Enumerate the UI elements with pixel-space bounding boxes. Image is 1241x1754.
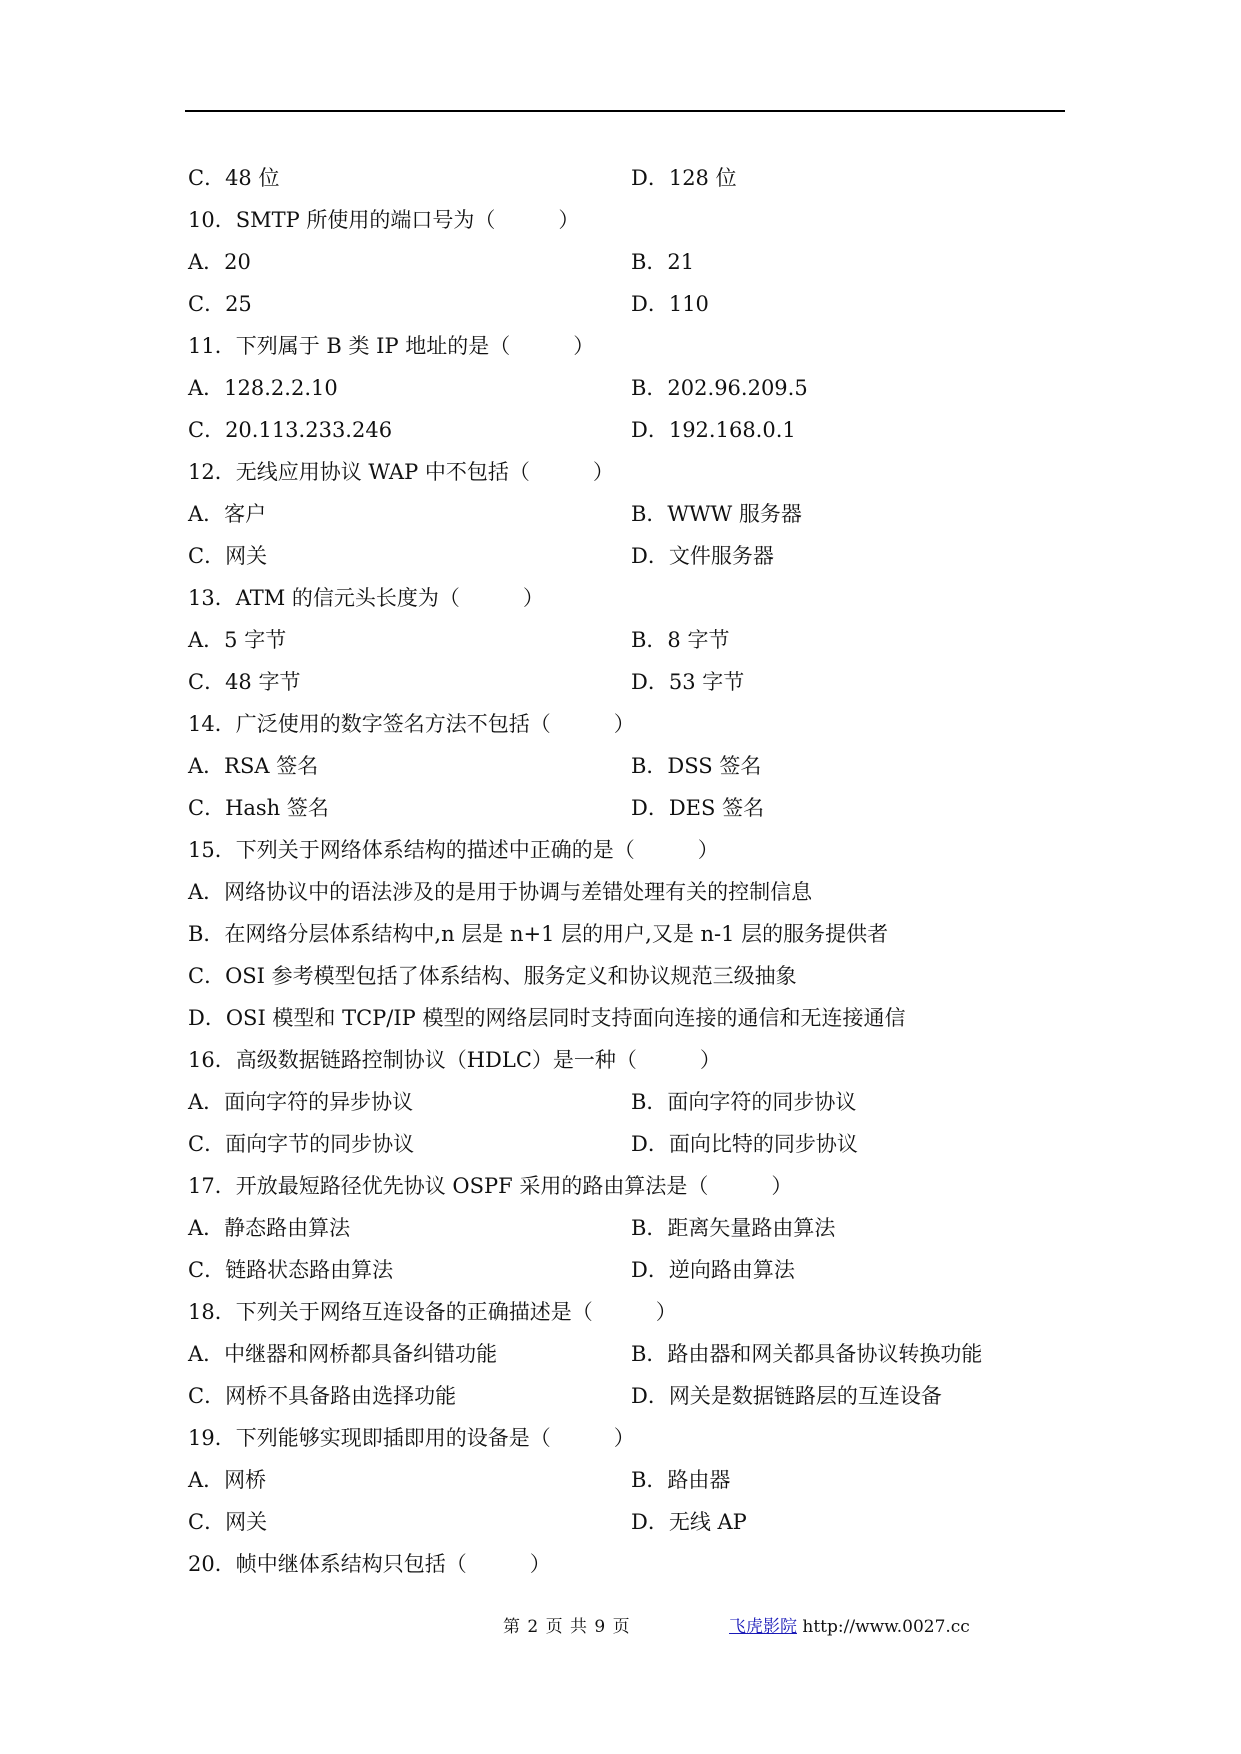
question-line bbox=[188, 325, 1068, 367]
option-right: D．网关是数据链路层的互连设备 bbox=[631, 1384, 942, 1408]
site-link[interactable]: 飞虎影院 bbox=[729, 1617, 797, 1637]
line-text: 16．高级数据链路控制协议（HDLC）是一种（ ） bbox=[188, 1048, 721, 1072]
question-line bbox=[188, 1417, 1068, 1459]
option-left: C．48 位 bbox=[188, 166, 280, 190]
option-right: D．192.168.0.1 bbox=[631, 418, 796, 442]
question-line bbox=[188, 1165, 1068, 1207]
option-right: B．21 bbox=[631, 250, 695, 274]
exam-content bbox=[188, 157, 1068, 1585]
line-text: 14．广泛使用的数字签名方法不包括（ ） bbox=[188, 712, 635, 736]
option-left: A．面向字符的异步协议 bbox=[188, 1090, 414, 1114]
question-line bbox=[188, 1039, 1068, 1081]
option-right: D．53 字节 bbox=[631, 670, 745, 694]
option-right: D．面向比特的同步协议 bbox=[631, 1132, 858, 1156]
site-url: http://www.0027.cc bbox=[802, 1617, 970, 1637]
question-line bbox=[188, 1543, 1068, 1585]
question-line bbox=[188, 577, 1068, 619]
line-text: D．OSI 模型和 TCP/IP 模型的网络层同时支持面向连接的通信和无连接通信 bbox=[188, 1006, 906, 1030]
option-right: D．无线 AP bbox=[631, 1510, 747, 1534]
option-row bbox=[188, 1375, 1068, 1417]
page-number: 第 2 页 共 9 页 bbox=[503, 1617, 631, 1637]
line-text: C．OSI 参考模型包括了体系结构、服务定义和协议规范三级抽象 bbox=[188, 964, 797, 988]
line-text: A．网络协议中的语法涉及的是用于协调与差错处理有关的控制信息 bbox=[188, 880, 813, 904]
option-left: A．RSA 签名 bbox=[188, 754, 319, 778]
option-left: C．Hash 签名 bbox=[188, 796, 329, 820]
line-text: 15．下列关于网络体系结构的描述中正确的是（ ） bbox=[188, 838, 719, 862]
option-left: A．128.2.2.10 bbox=[188, 376, 338, 400]
option-right: D．110 bbox=[631, 292, 709, 316]
option-row bbox=[188, 619, 1068, 661]
option-right: B．路由器 bbox=[631, 1468, 731, 1492]
question-line bbox=[188, 871, 1068, 913]
option-right: D．逆向路由算法 bbox=[631, 1258, 795, 1282]
option-row bbox=[188, 1249, 1068, 1291]
option-right: B．路由器和网关都具备协议转换功能 bbox=[631, 1342, 983, 1366]
page-footer bbox=[0, 1612, 1241, 1642]
option-left: A．网桥 bbox=[188, 1468, 267, 1492]
option-row bbox=[188, 1459, 1068, 1501]
option-right: D．128 位 bbox=[631, 166, 737, 190]
question-line bbox=[188, 1291, 1068, 1333]
option-right: B．面向字符的同步协议 bbox=[631, 1090, 857, 1114]
option-row bbox=[188, 787, 1068, 829]
question-line bbox=[188, 451, 1068, 493]
option-right: B．距离矢量路由算法 bbox=[631, 1216, 836, 1240]
option-row bbox=[188, 157, 1068, 199]
option-left: A．客户 bbox=[188, 502, 267, 526]
line-text: 17．开放最短路径优先协议 OSPF 采用的路由算法是（ ） bbox=[188, 1174, 793, 1198]
line-text: 19．下列能够实现即插即用的设备是（ ） bbox=[188, 1426, 635, 1450]
option-left: C．20.113.233.246 bbox=[188, 418, 393, 442]
option-row bbox=[188, 1123, 1068, 1165]
option-right: D．文件服务器 bbox=[631, 544, 774, 568]
option-row bbox=[188, 283, 1068, 325]
option-right: B．8 字节 bbox=[631, 628, 730, 652]
option-row bbox=[188, 1501, 1068, 1543]
question-line bbox=[188, 199, 1068, 241]
option-row bbox=[188, 1081, 1068, 1123]
option-left: A．静态路由算法 bbox=[188, 1216, 351, 1240]
option-row bbox=[188, 241, 1068, 283]
question-line bbox=[188, 913, 1068, 955]
option-right: D．DES 签名 bbox=[631, 796, 765, 820]
option-left: C．网桥不具备路由选择功能 bbox=[188, 1384, 457, 1408]
line-text: 11．下列属于 B 类 IP 地址的是（ ） bbox=[188, 334, 595, 358]
option-row bbox=[188, 1333, 1068, 1375]
option-left: C．48 字节 bbox=[188, 670, 301, 694]
option-right: B．DSS 签名 bbox=[631, 754, 762, 778]
footer-site bbox=[729, 1612, 970, 1642]
line-text: 12．无线应用协议 WAP 中不包括（ ） bbox=[188, 460, 614, 484]
option-left: C．25 bbox=[188, 292, 252, 316]
line-text: 10．SMTP 所使用的端口号为（ ） bbox=[188, 208, 580, 232]
line-text: 20．帧中继体系结构只包括（ ） bbox=[188, 1552, 551, 1576]
option-right: B．WWW 服务器 bbox=[631, 502, 802, 526]
header-rule bbox=[185, 110, 1065, 112]
option-row bbox=[188, 409, 1068, 451]
line-text: 18．下列关于网络互连设备的正确描述是（ ） bbox=[188, 1300, 677, 1324]
option-left: A．5 字节 bbox=[188, 628, 287, 652]
option-row bbox=[188, 745, 1068, 787]
option-left: C．链路状态路由算法 bbox=[188, 1258, 394, 1282]
option-left: C．网关 bbox=[188, 544, 268, 568]
option-row bbox=[188, 493, 1068, 535]
option-row bbox=[188, 535, 1068, 577]
option-row bbox=[188, 1207, 1068, 1249]
question-line bbox=[188, 829, 1068, 871]
option-left: C．面向字节的同步协议 bbox=[188, 1132, 415, 1156]
question-line bbox=[188, 703, 1068, 745]
option-row bbox=[188, 661, 1068, 703]
option-row bbox=[188, 367, 1068, 409]
line-text: B．在网络分层体系结构中,n 层是 n+1 层的用户,又是 n-1 层的服务提供者 bbox=[188, 922, 889, 946]
option-left: C．网关 bbox=[188, 1510, 268, 1534]
option-right: B．202.96.209.5 bbox=[631, 376, 808, 400]
line-text: 13．ATM 的信元头长度为（ ） bbox=[188, 586, 544, 610]
question-line bbox=[188, 955, 1068, 997]
option-left: A．中继器和网桥都具备纠错功能 bbox=[188, 1342, 498, 1366]
option-left: A．20 bbox=[188, 250, 251, 274]
question-line bbox=[188, 997, 1068, 1039]
